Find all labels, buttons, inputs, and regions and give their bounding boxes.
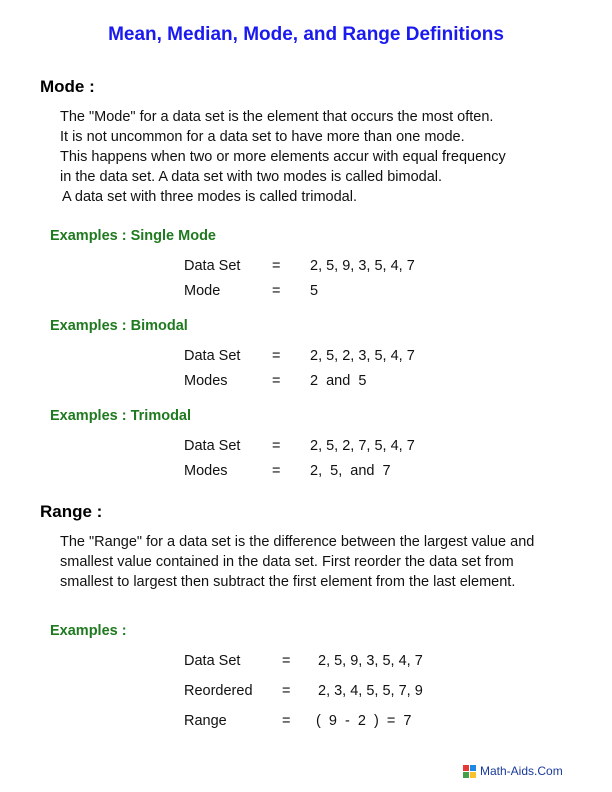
row-value: ( 9 - 2 ) = 7 — [316, 713, 412, 729]
example-row — [0, 258, 612, 278]
example-row — [0, 463, 612, 483]
logo-square — [463, 765, 469, 771]
range-definition — [60, 532, 534, 592]
range-line: The "Range" for a data set is the difference between the largest value and — [60, 534, 535, 550]
row-name: Data Set — [184, 653, 241, 669]
row-value: 2 and 5 — [310, 373, 367, 389]
range-line: smallest value contained in the data set. First reorder the data set from — [60, 554, 514, 570]
example-row — [0, 348, 612, 368]
mode-line: A data set with three modes is called trimodal. — [62, 189, 357, 205]
row-equals: = — [272, 348, 281, 364]
logo-square — [463, 772, 469, 778]
range-line: smallest to largest then subtract the first element from the last element. — [60, 574, 516, 590]
mode-line: This happens when two or more elements accur with equal frequency — [60, 149, 506, 165]
example-label-trimodal: Examples : Trimodal — [50, 408, 192, 424]
row-value: 2, 5, and 7 — [310, 463, 391, 479]
example-label-range: Examples : — [50, 623, 127, 639]
mode-heading: Mode : — [40, 77, 95, 96]
row-name: Mode — [184, 283, 221, 299]
logo-text: Math-Aids.Com — [480, 764, 563, 778]
example-row — [0, 373, 612, 393]
example-row — [0, 438, 612, 458]
example-row — [0, 713, 612, 733]
logo-square — [470, 772, 476, 778]
example-label-bimodal: Examples : Bimodal — [50, 318, 188, 334]
row-name: Data Set — [184, 438, 241, 454]
example-row — [0, 653, 612, 673]
row-value: 5 — [310, 283, 319, 299]
row-equals: = — [272, 463, 281, 479]
row-name: Modes — [184, 463, 228, 479]
mode-definition — [60, 107, 506, 207]
row-equals: = — [272, 258, 281, 274]
logo-square — [470, 765, 476, 771]
example-label-single-mode: Examples : Single Mode — [50, 228, 216, 244]
row-value: 2, 3, 4, 5, 5, 7, 9 — [318, 683, 423, 699]
example-row — [0, 683, 612, 703]
row-value: 2, 5, 9, 3, 5, 4, 7 — [318, 653, 423, 669]
mode-line: The "Mode" for a data set is the element that occurs the most often. — [60, 109, 494, 125]
math-aids-logo[interactable] — [463, 764, 563, 778]
row-equals: = — [282, 713, 291, 729]
mode-line: It is not uncommon for a data set to have more than one mode. — [60, 129, 465, 145]
row-equals: = — [272, 373, 281, 389]
row-equals: = — [272, 438, 281, 454]
row-equals: = — [282, 683, 291, 699]
math-aids-logo-icon — [463, 765, 476, 778]
row-value: 2, 5, 9, 3, 5, 4, 7 — [310, 258, 415, 274]
mode-line: in the data set. A data set with two modes is called bimodal. — [60, 169, 443, 185]
range-heading: Range : — [40, 502, 103, 521]
row-name: Data Set — [184, 348, 241, 364]
row-value: 2, 5, 2, 3, 5, 4, 7 — [310, 348, 415, 364]
row-name: Reordered — [184, 683, 253, 699]
row-equals: = — [272, 283, 281, 299]
row-equals: = — [282, 653, 291, 669]
row-name: Range — [184, 713, 227, 729]
row-value: 2, 5, 2, 7, 5, 4, 7 — [310, 438, 415, 454]
row-name: Modes — [184, 373, 228, 389]
row-name: Data Set — [184, 258, 241, 274]
page-title: Mean, Median, Mode, and Range Definitions — [108, 24, 504, 45]
example-row — [0, 283, 612, 303]
